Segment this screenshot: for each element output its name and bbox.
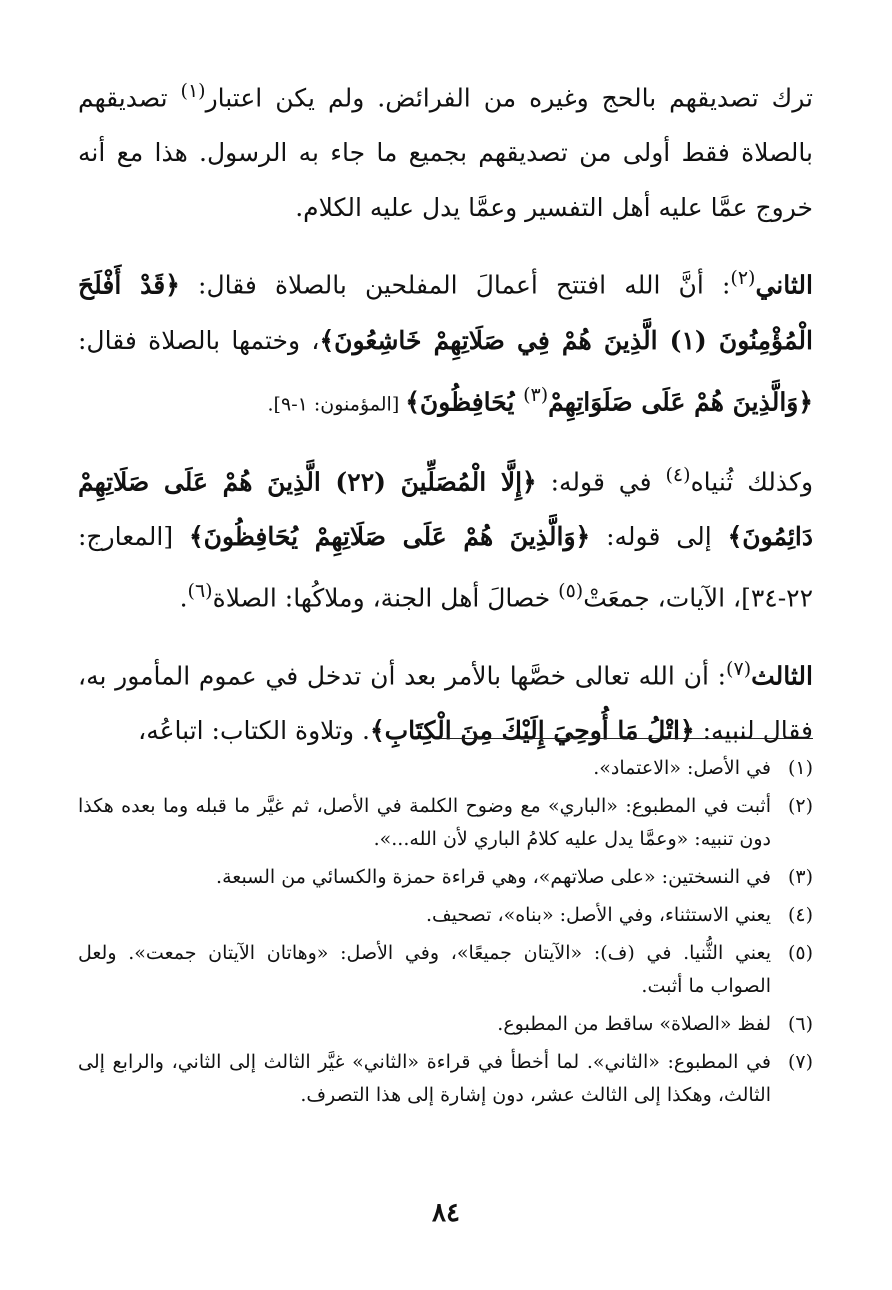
footnote-item: [78, 937, 813, 1003]
text-segment: في قوله:: [536, 467, 666, 497]
text-segment: : أن الله تعالى خصَّها بالأمر بعد أن تدخل في عموم المأمور به، فقال لنبيه:: [78, 660, 813, 745]
quran-quote: ﴿وَالَّذِينَ هُمْ عَلَى صَلَوَاتِهِمْ: [548, 386, 813, 416]
text-segment: ترك تصديقهم بالحج وغيره من الفرائض. ولم يكن اعتبار: [205, 83, 813, 113]
quran-quote: ﴿قَدْ أَفْلَحَ الْمُؤْمِنُونَ (١) الَّذِينَ هُمْ فِي صَلَاتِهِمْ خَاشِعُونَ﴾: [78, 270, 813, 355]
footnote-ref[interactable]: (٣): [523, 383, 549, 406]
page-number: ٨٤: [432, 1198, 460, 1228]
footnote-number: (٣): [787, 866, 813, 888]
paragraph-3: [78, 448, 813, 626]
footnote-number: (١): [787, 757, 813, 779]
footnote-number: (٤): [787, 904, 813, 926]
text-segment: [المعارج: ٢٢-٣٤]، الآيات، جمعَتْ: [78, 522, 813, 613]
text-segment: خصالَ أهل الجنة، وملاكُها: الصلاة: [212, 583, 559, 613]
footnote-number: (٢): [787, 795, 813, 817]
footnote-item: [78, 1008, 813, 1041]
footnote-ref[interactable]: (٥): [558, 580, 584, 603]
quran-quote: يُحَافِظُونَ﴾: [405, 386, 524, 416]
footnote-text: في الأصل: «الاعتماد».: [593, 757, 771, 779]
footnote-item: [78, 861, 813, 894]
quran-quote: ﴿وَالَّذِينَ هُمْ عَلَى صَلَاتِهِمْ يُحَافِظُونَ﴾: [188, 522, 591, 552]
footnote-ref[interactable]: (٦): [187, 580, 213, 603]
footnotes: [78, 752, 813, 1117]
paragraph-1: [78, 64, 813, 235]
quran-quote: ﴿إِلَّا الْمُصَلِّينَ (٢٢) الَّذِينَ هُمْ عَلَى صَلَاتِهِمْ دَائِمُونَ﴾: [78, 467, 813, 552]
text-segment: تصديقهم بالصلاة فقط أولى من تصديقهم بجميع ما جاء به الرسول. هذا مع أنه خروج عمَّا عليه أهل التفسير وعمَّا يدل عليه الكلام.: [78, 83, 813, 223]
footnote-ref[interactable]: (٧): [726, 657, 752, 680]
main-text: [78, 64, 813, 758]
text-segment: إلى قوله:: [590, 522, 728, 552]
footnote-text: يعني الثُّنيا. في (ف): «الآيتان جميعًا»، وفي الأصل: «وهاتان الآيتان جمعت». ولعل الصواب ما أثبت.: [78, 942, 771, 997]
text-segment: .: [179, 583, 188, 613]
text-segment: . وتلاوة الكتاب: اتباعُه،: [138, 715, 370, 745]
footnote-item: [78, 790, 813, 856]
text-segment: : أنَّ الله افتتح أعمالَ المفلحين بالصلاة فقال:: [179, 270, 731, 300]
section-heading: الثالث: [751, 660, 813, 690]
verse-citation: [المؤمنون: ١-٩].: [267, 392, 406, 415]
footnote-number: (٥): [787, 942, 813, 964]
quran-quote: ﴿اتْلُ مَا أُوحِيَ إِلَيْكَ مِنَ الْكِتَابِ﴾: [370, 715, 695, 745]
footnote-ref[interactable]: (٤): [665, 463, 691, 486]
paragraph-4: [78, 642, 813, 758]
footnote-item: [78, 752, 813, 785]
footnote-ref[interactable]: (٢): [730, 267, 756, 290]
footnote-number: (٧): [787, 1051, 813, 1073]
footnote-number: (٦): [787, 1013, 813, 1035]
footnote-item: [78, 1046, 813, 1112]
section-heading: الثاني: [755, 270, 813, 300]
footnote-item: [78, 899, 813, 932]
text-segment: ، وختمها بالصلاة فقال:: [78, 325, 320, 355]
footnote-ref[interactable]: (١): [180, 80, 206, 102]
footnote-text: في المطبوع: «الثاني». لما أخطأ في قراءة «الثاني» غيَّر الثالث إلى الثاني، والرابع إلى الثالث، وهكذا إلى الثالث عشر، دون إشارة إلى هذا التصرف.: [78, 1051, 771, 1106]
footnote-divider: [440, 738, 813, 739]
footnote-text: أثبت في المطبوع: «الباري» مع وضوح الكلمة في الأصل، ثم غيَّر ما قبله وما بعده هكذا دون تنبيه: «وعمَّا يدل عليه كلامُ الباري لأن الله...».: [78, 795, 771, 850]
text-segment: وكذلك ثُنياه: [690, 467, 814, 497]
footnote-text: يعني الاستثناء، وفي الأصل: «بناه»، تصحيف.: [425, 904, 771, 926]
footnote-text: في النسختين: «على صلاتهم»، وهي قراءة حمزة والكسائي من السبعة.: [216, 866, 771, 888]
paragraph-2: [78, 251, 813, 432]
footnote-text: لفظ «الصلاة» ساقط من المطبوع.: [497, 1013, 771, 1035]
